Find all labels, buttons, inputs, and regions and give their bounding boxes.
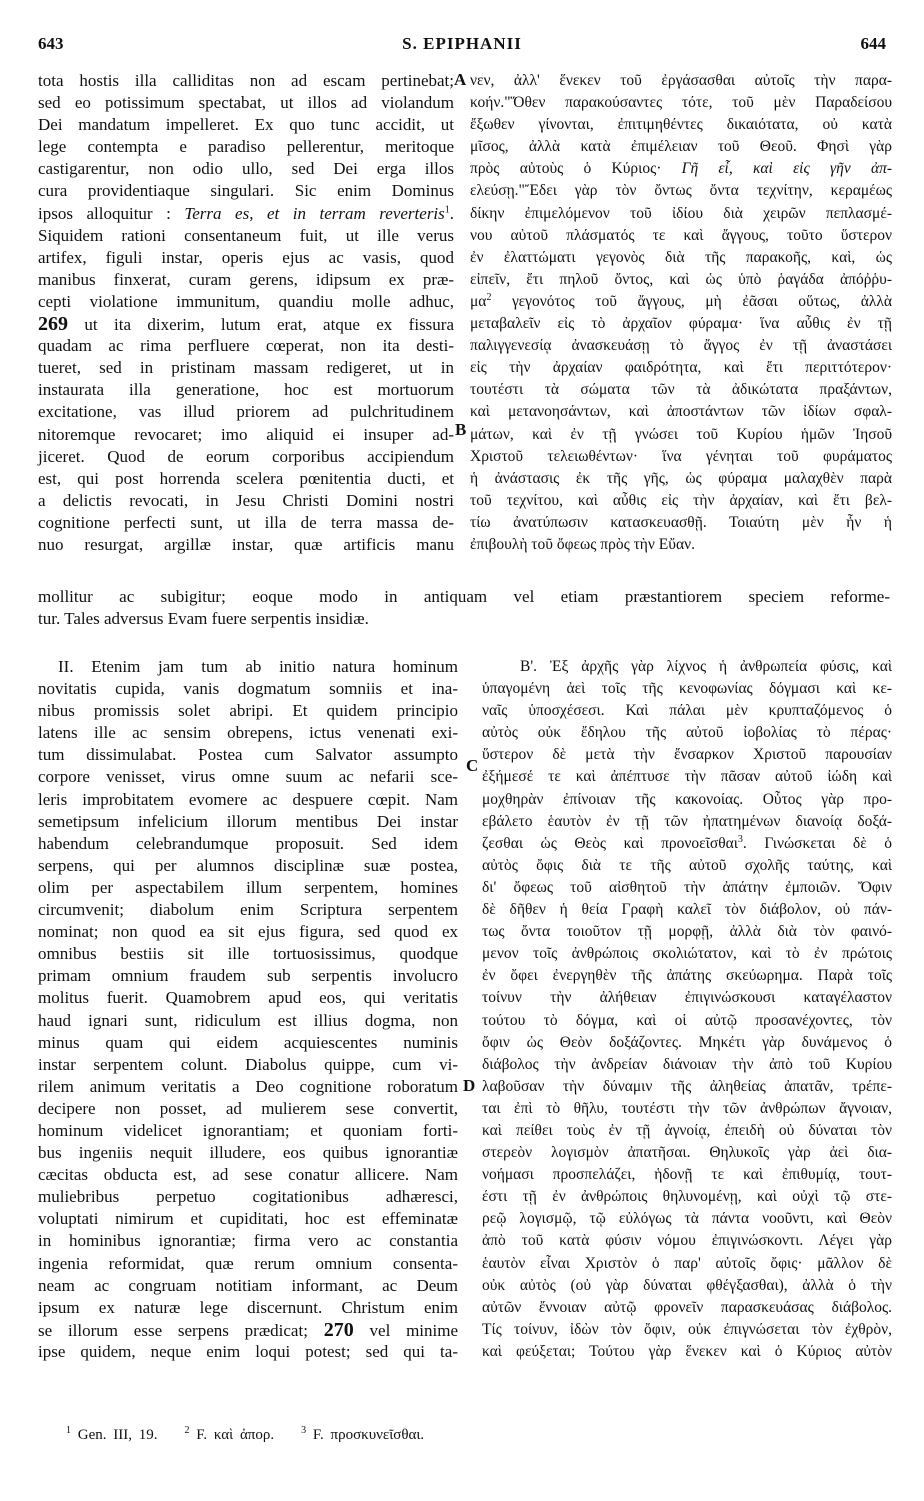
margin-marker-a: A — [454, 70, 467, 89]
text-line: neam ac congruam notitiam informant, ac Deum — [38, 1275, 458, 1295]
footnote — [301, 1427, 424, 1443]
text-line: olim per aspectabilem illum serpentem, homines — [38, 877, 458, 897]
text-line: hominum videlicet ignorantiam; et quoniam forti- — [38, 1120, 458, 1140]
text-line: ἑαυτὸν εἶναι Χριστὸν ὁ παρ' αὐτοῖς ὄφις· μᾶλλον δὲ — [482, 1254, 892, 1272]
text-line: ὕστερον δὲ μετὰ τὴν ἔνσαρκον Χριστοῦ παρουσίαν — [482, 746, 892, 764]
text-line: Dei mandatum impelleret. Ex quo tunc accidit, ut — [38, 115, 454, 135]
text-line: est, qui post horrenda scelera pœnitentia ducti, et — [38, 468, 454, 488]
text-span: se illorum esse serpens prædicat; — [38, 1320, 308, 1340]
text-line: διάβολος τὴν ἀνδρείαν διάνοιαν τὴν ἀπὸ τοῦ Κυρίου — [482, 1055, 892, 1073]
text-line: αὐτὸς οὐκ ἔδηλου τῆς αὐτοῦ ἰοβολίας τὸ πέρας· — [482, 724, 892, 742]
footnote-number: 3 — [301, 1425, 307, 1436]
text-line: δι' ὄφεως τοῦ αἰσθητοῦ τὴν ἀπάτην ἐμποιῶν. Ὄφιν — [482, 878, 892, 896]
text-line: νου αὐτοῦ πλάσματός τε καὶ ἄγγους, τοῦτο ὕστερον — [470, 226, 892, 244]
text-line: cognitione perfecti sunt, ut illa de terra massa de- — [38, 512, 454, 532]
text-line: ipsos alloquitur : Terra es, et in terram reverteris$^1$. — [38, 203, 455, 223]
text-line: μενον τοῖς ἀνθρώποις σκολιώτατον, καὶ τὸ ἐν πρώτοις — [482, 945, 892, 963]
text-line: τούτου τὸ δόγμα, καὶ οἱ αὐτῷ προσανέχοντες, τὸν — [482, 1011, 892, 1029]
text-line: habendum celebrandumque proposuit. Sed idem — [38, 833, 458, 853]
text-line: ὄφιν ὡς Θεὸν δοξάζοντες. Μηκέτι γὰρ δυνάμενος ὁ — [482, 1033, 892, 1051]
text-line: εἰπεῖν, ἔτι πηλοῦ ὄντος, καὶ ὡς ὑπὸ ῥαγάδα ἀπόῤῥυ- — [470, 270, 892, 288]
column-number-269: 269 — [38, 313, 68, 336]
text-line: latens ille ac sensim obrepens, ictus venenati exi- — [38, 723, 458, 743]
text-line: tur. Tales adversus Evam fuere serpentis insidiæ. — [38, 609, 369, 629]
text-line: Τίς τοίνυν, ἰδὼν τὸν ὄφιν, οὐκ ἐπιγνώσεται τὸν ἐχθρὸν, — [482, 1320, 892, 1338]
running-header — [38, 34, 886, 58]
text-line: μεταβαλεῖν εἰς τὸ ἀρχαῖον φύραμα· ἵνα αὖθις ἐν τῇ — [470, 315, 892, 333]
text-line: τως ὄντα τοιοῦτον τῇ μορφῇ, ἀλλὰ διὰ τὸν φαινό- — [482, 923, 892, 941]
running-title: S. EPIPHANII — [402, 34, 522, 53]
text-line: quadam ac rima perfluere cœperat, non ita desti- — [38, 336, 454, 356]
text-line: στερεὸν λογισμὸν ἀπατῆσαι. Θηλυκοῖς γὰρ ἀεὶ δια- — [482, 1144, 892, 1162]
text-line: rilem animum veritatis a Deo cognitione roboratum — [38, 1076, 458, 1096]
text-line: τοίνυν τὴν ἀλήθειαν ἐπιγινώσκουσι καταγέλαστον — [482, 989, 892, 1007]
text-line: δίκην ἐπιμελόμενον τοῦ ἰδίου διὰ χειρῶν πεπλασμέ- — [470, 204, 892, 222]
text-line: οὐκ αὐτὸς (οὐ γὰρ δύναται φθέγξασθαι), ἀλλὰ ὁ τὴν — [482, 1276, 892, 1294]
text-line: nuo resurgat, argillæ instar, quæ artificis manu — [38, 534, 454, 554]
text-line: ρεῷ λογισμῷ, τῷ εὐλόγως τὰ πάντα νοοῦντι, καὶ Θεὸν — [482, 1210, 892, 1228]
text-line: manibus finxerat, curam gerens, idipsum ex præ- — [38, 269, 454, 289]
page-number-right: 644 — [860, 34, 886, 53]
text-line: παλιγγενεσίᾳ ἀνασκευάσῃ τὸ ἄγγος ἐν τῇ ἀναστάσει — [470, 337, 892, 355]
text-line: nitoremque revocaret; imo aliquid ei insuper ad- — [38, 424, 454, 444]
footnotes — [66, 1427, 424, 1444]
scripture-quote: Γῆ εἶ, καὶ εἰς γῆν ἀπ- — [681, 160, 893, 178]
text-line: corpore venisset, virus omne suum ac nefarii sce- — [38, 767, 458, 787]
text-line: artifex, figuli instar, operis ejus ac vasis, quod — [38, 247, 454, 267]
text-line — [38, 1319, 458, 1341]
text-line — [470, 291, 892, 313]
text-line: mollitur ac subigitur; eoque modo in antiquam vel etiam præstantiorem speciem reforme- — [38, 587, 890, 606]
text-line: ἔξωθεν γίνονται, ἐπιτιμηθέντες δικαιότατα, οὐ κατὰ — [470, 116, 892, 134]
text-line: ται ἐπὶ τὸ θῆλυ, τουτέστι τὴν τῶν ἀνθρώπων ἄγνοιαν, — [482, 1099, 892, 1117]
text-line: ἡ ἀνάστασις ἐκ τῆς γῆς, ὡς φύραμα μαλαχθὲν παρὰ — [470, 469, 892, 487]
text-span: Γινώσκεται δὲ ὁ — [764, 834, 893, 852]
text-span: πρὸς αὐτοὺς ὁ Κύριος· — [470, 160, 662, 178]
footnote-text: F. προσκυνεῖσθαι. — [312, 1427, 425, 1443]
text-line: ἐν ὄφει ἐνεργηθὲν τῆς ἀπάτης σκεύωρημα. Παρὰ τοῖς — [482, 967, 892, 985]
text-line: cura providentiaque singulari. Sic enim Dominus — [38, 181, 454, 201]
text-line: instaurata illa generatione, hoc est mortuorum — [38, 380, 454, 400]
text-line: αὐτὸς ὄφις διὰ τε τῆς αὐτοῦ σχολῆς ταύτης, καὶ — [482, 856, 892, 874]
text-span: ut ita dixerim, lutum erat, atque ex fissura — [84, 315, 455, 335]
text-line: Χριστοῦ τελειωθέντων· ἵνα γένηται τοῦ φυράματος — [470, 447, 892, 465]
text-line: II. Etenim jam tum ab initio natura hominum — [58, 657, 458, 676]
text-line: primam omnium fraudem sub serpentis involucro — [38, 966, 458, 986]
text-span: vel minime — [369, 1320, 459, 1340]
text-line: sed eo potissimum spectabat, ut illos ad violandum — [38, 93, 454, 113]
text-line: novitatis cupida, vanis dogmatum somniis et ina- — [38, 679, 458, 699]
text-line: circumvenit; diabolum enim Scriptura serpentem — [38, 900, 458, 920]
text-span: γεγονότος τοῦ ἄγγους, μὴ ἐᾶσαι οὕτως, ἀλλὰ — [512, 292, 892, 310]
text-line: tota hostis illa calliditas non ad escam pertinebat; — [38, 71, 454, 90]
text-line: ἐπιβουλὴ τοῦ ὄφεως πρὸς τὴν Εὔαν. — [470, 535, 695, 553]
text-line: ελεύσῃ."Ἔδει γὰρ τὸν ὄντως ὄντα τεχνίτην, κεραμέως — [470, 182, 892, 200]
text-span: ζεσθαι ὡς Θεὸς καὶ προνοεῖσθαι — [482, 834, 738, 852]
latin-column-top — [38, 70, 454, 556]
scripture-quote: Terra es, et in terram reverteris — [184, 203, 445, 223]
text-line: bus ingeniis nequit illudere, eos quibus ignorantiæ — [38, 1143, 458, 1163]
text-line: τοῦ τεχνίτου, καὶ αὖθις εἰς τὴν ἀρχαίαν, καὶ ἔτι βελ- — [470, 491, 892, 509]
text-line: εβάλετο ἑαυτὸν ἐν τῇ τῶν ἠπατημένων διανοίᾳ δοξά- — [482, 812, 892, 830]
text-line: ζεσθαι ὡς Θεὸς καὶ προνοεῖσθαι$^3$. Γινώσκεται δὲ ὁ — [482, 833, 893, 852]
footnote-ref: 2 — [486, 291, 492, 303]
text-line: tueret, sed in pristinam massam redigeret, ut in — [38, 358, 454, 378]
footnote-number: 1 — [66, 1425, 71, 1436]
text-line: jiceret. Quod de eorum corporibus accipiendum — [38, 446, 454, 466]
text-line: nominat; non quod ea sit ejus figura, sed quod ex — [38, 922, 458, 942]
latin-column-section-2 — [38, 656, 458, 1363]
text-line: castigarentur, non odio ullo, sed Dei erga illos — [38, 159, 454, 179]
text-line: instar serpentem colunt. Diabolus quippe, cum vi- — [38, 1054, 458, 1074]
text-line: νοήμασι προσπελάζει, ἡδονῇ τε καὶ ἐπιθυμίᾳ, τουτ- — [482, 1166, 892, 1184]
text-line: ἐν ἐλαττώματι γεγονὸς διὰ τῆς παρακοῆς, καὶ, ὡς — [470, 248, 892, 266]
column-number-270: 270 — [323, 1318, 354, 1341]
margin-marker-b: B — [455, 420, 467, 439]
text-line: δὲ δῆθεν ἡ θεία Γραφὴ καλεῖ τὸν διάβολον, οὐ πάν- — [482, 901, 892, 919]
text-line: ipse quidem, neque enim loqui potest; sed qui ta- — [38, 1341, 458, 1361]
text-line: Siquidem rationi consentaneum fuit, ut ille verus — [38, 225, 454, 245]
footnote — [184, 1427, 274, 1443]
greek-column-section-2 — [482, 656, 892, 1363]
text-span: ipsos alloquitur : — [38, 203, 171, 223]
text-span: μα — [470, 292, 487, 310]
text-line: εἰς τὴν ἀρχαίαν φαιδρότητα, καὶ ἔτι περιττότερον· — [470, 359, 892, 377]
text-line: minus quam qui eidem acquiescentes numinis — [38, 1032, 458, 1052]
text-line: καὶ φεύξεται; Τούτου γὰρ ἕνεκεν καὶ ὁ Κύριος αὐτὸν — [482, 1342, 892, 1360]
text-line — [38, 313, 454, 335]
margin-marker-d: D — [463, 1076, 476, 1095]
greek-column-top — [470, 70, 892, 556]
text-line: μάτων, καὶ ἐν τῇ γνώσει τοῦ Κυρίου ἡμῶν Ἰησοῦ — [470, 425, 892, 443]
text-line: ἀπὸ τοῦ κατὰ φύσιν νόμου ἐπιγινώσκοντι. Λέγει γὰρ — [482, 1232, 892, 1250]
text-line: a delictis revocati, in Jesu Christi Domini nostri — [38, 490, 454, 510]
text-line: cepti violatione immunitum, quandiu molle adhuc, — [38, 291, 454, 311]
text-line: cæcitas obducta est, ad sese conatur allicere. Nam — [38, 1165, 458, 1185]
full-width-lines — [38, 586, 890, 630]
text-line: semetipsum infelicium illorum mentibus Dei instar — [38, 811, 458, 831]
text-line: haud ignari sunt, ridiculum est illius dogma, non — [38, 1010, 458, 1030]
footnote-ref: 1 — [444, 203, 450, 215]
footnote-number: 2 — [184, 1425, 190, 1436]
text-line: κοήν."Ὅθεν παρακούσαντες τότε, τοῦ μὲν Παραδείσου — [470, 94, 892, 112]
text-line: decipere non posset, ad mulierem sese convertit, — [38, 1098, 458, 1118]
text-line: voluptati nimirum et cupiditati, hoc est effeminatæ — [38, 1209, 458, 1229]
margin-marker-c: C — [466, 756, 479, 775]
text-line: τίω ἀνατύπωσιν κατασκευασθῇ. Τοιαύτη μὲν ἦν ἡ — [470, 513, 892, 531]
footnote-text: Gen. III, 19. — [77, 1427, 158, 1443]
text-line: έστι τῇ ἐν ἀνθρώποις θηλυνομένῃ, καὶ οὐχὶ τῷ στε- — [482, 1188, 892, 1206]
text-line: ἐξήμεσέ τε καὶ ἀπέπτυσε τὴν πᾶσαν αὐτοῦ ἰώδη καὶ — [482, 768, 892, 786]
text-line: omnibus bestiis sit ille tortuosissimus, quodque — [38, 944, 458, 964]
text-line: καὶ μετανοησάντων, καὶ ἀποστάντων τῶν ἰδίων σφαλ- — [470, 403, 892, 421]
text-line: tum dissimulabat. Postea cum Salvator assumpto — [38, 745, 458, 765]
text-line: ipsum ex naturæ lege discernunt. Christum enim — [38, 1297, 458, 1317]
text-line: ingenia reformidat, quæ rerum omnium consenta- — [38, 1253, 458, 1273]
text-line: λαβοῦσαν τὴν δύναμιν τῆς ἀληθείας ἀπατᾶν, τρέπε- — [482, 1077, 892, 1095]
text-line: muliebribus perpetuo cogitationibus adhæresci, — [38, 1187, 458, 1207]
text-line: excitatione, vas illud priorem ad pulchritudinem — [38, 402, 454, 422]
text-line: καὶ πείθει τοὺς ἐν τῇ ἀγνοίᾳ, ἐπειδὴ οὐ δύναται τὸν — [482, 1121, 892, 1139]
text-line: nibus promissis solet abripi. Et quidem principio — [38, 701, 458, 721]
text-line: μοχθηρὰν ἐπίνοιαν τῆς κακονοίας. Οὗτος γὰρ προ- — [482, 790, 892, 808]
text-line: αὐτῶν ἔννοιαν αὐτῷ φρονεῖν παρασκευάσας διάβολος. — [482, 1298, 892, 1316]
text-line: in hominibus ignorantiæ; firma vero ac constantia — [38, 1231, 458, 1251]
text-line: serpens, qui per alumnos disciplinæ suæ postea, — [38, 855, 458, 875]
text-line: lege contempta e paradiso pellerentur, meritoque — [38, 137, 454, 157]
footnote-ref: 3 — [737, 833, 743, 845]
text-line: τουτέστι τὰ σώματα τῶν τὰ ἀδικώτατα πραξάντων, — [470, 381, 892, 399]
text-line: leris improbitatem evomere ac despuere cœpit. Nam — [38, 789, 458, 809]
text-line: molitus fuerit. Quamobrem apud eos, qui veritatis — [38, 988, 458, 1008]
text-line: ὑπαγομένη ἀεὶ τοῖς τῆς κενοφωνίας δόγμασι καὶ κε- — [482, 680, 892, 698]
footnote-text: F. καὶ ἀπορ. — [196, 1427, 275, 1443]
text-line: μῖσος, ἀλλὰ κατὰ ἐπιμέλειαν τοῦ Θεοῦ. Φησὶ γὰρ — [470, 138, 892, 156]
text-line: Β'. Ἐξ ἀρχῆς γὰρ λίχνος ἡ ἀνθρωπεία φύσις, καὶ — [520, 658, 892, 675]
text-line: ναῖς ὑποσχέσεσι. Καὶ πάλαι μὲν κρυπταζόμενος ὁ — [482, 702, 892, 720]
text-line: νεν, ἀλλ' ἕνεκεν τοῦ ἐργάσασθαι αὐτοῖς τὴν παρα- — [470, 72, 892, 89]
text-line — [470, 158, 892, 180]
page-number-left: 643 — [38, 34, 64, 53]
footnote — [66, 1427, 157, 1443]
